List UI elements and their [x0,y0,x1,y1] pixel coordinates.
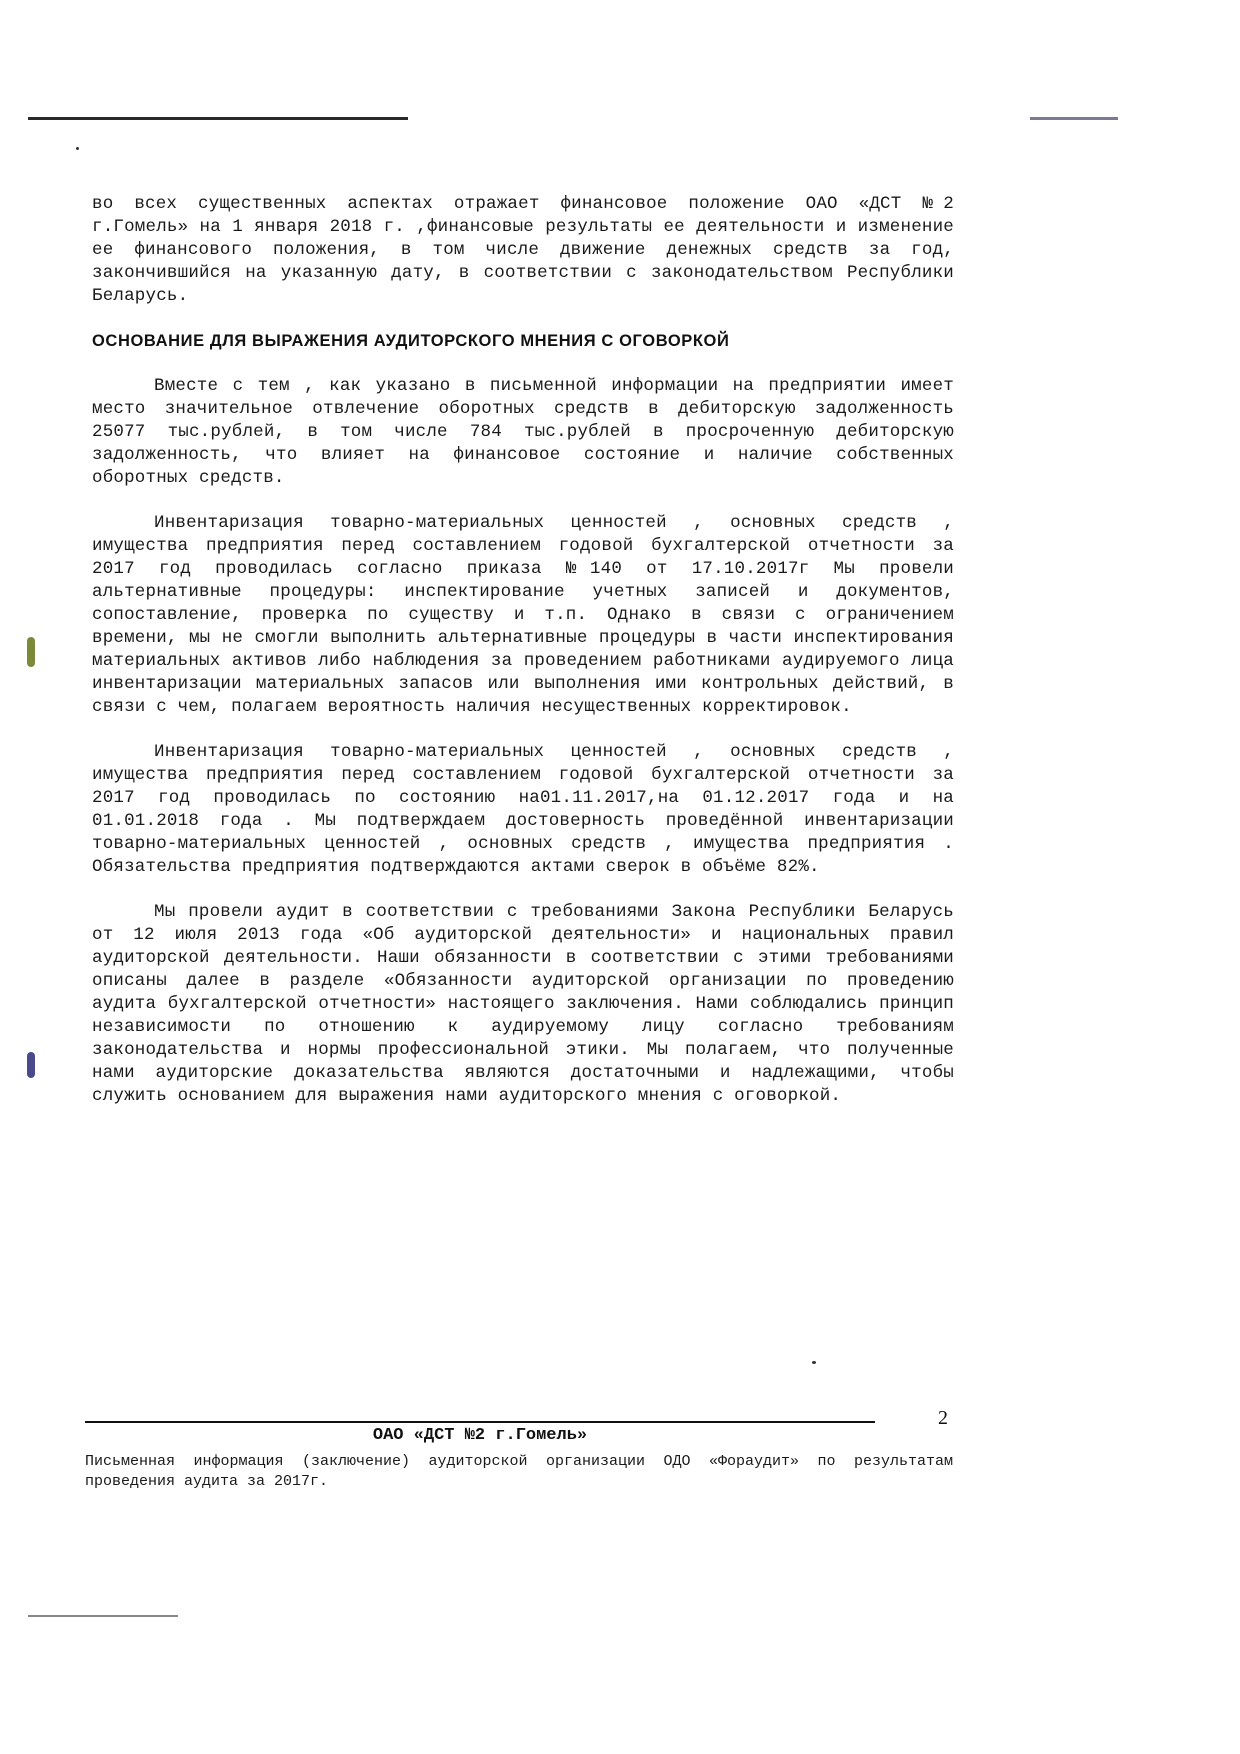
intro-paragraph: во всех существенных аспектах отражает финансовое положение ОАО «ДСТ №2 г.Гомель» на 1 января 2018 г. ,финансовые результаты ее деятельности и изменение ее финансового положения, в том числе движение денежных средств за год, закончившийся на указанную дату, в соответствии с законодательством Республики Беларусь. [92,194,954,306]
document-body [92,193,954,1108]
footer-caption: Письменная информация (заключение) аудиторской организации ОДО «Фораудит» по результатам проведения аудита за 2017г. [85,1453,953,1490]
scan-edge-line-top-right [1030,117,1118,120]
footer-organization: ОАО «ДСТ №2 г.Гомель» [372,1426,588,1445]
paragraph-inventory-order: Инвентаризация товарно-материальных ценностей , основных средств , имущества предприятия перед составлением годовой бухгалтерской отчетности за 2017 год проводилась согласно приказа №140 от 17.10.2017г Мы провели альтернативные процедуры: инспектирование учетных записей и документов, сопоставление, проверка по существу и т.п. Однако в связи с ограничением времени, мы не смогли выполнить альтернативные процедуры в части инспектирования материальных активов либо наблюдения за проведением работниками аудируемого лица инвентаризации материальных запасов или выполнения ими контрольных действий, в связи с чем, полагаем вероятность наличия несущественных корректировок. [92,513,954,717]
paragraph-inventory-dates: Инвентаризация товарно-материальных ценностей , основных средств , имущества предприятия перед составлением годовой бухгалтерской отчетности за 2017 год проводилась по состоянию на01.11.2017,на 01.12.2017 года и на 01.01.2018 года . Мы подтверждаем достоверность проведённой инвентаризации товарно-материальных ценностей , основных средств , имущества предприятия . Обязательства предприятия подтверждаются актами сверок в объёме 82%. [92,742,954,877]
binding-hole-mark-upper [27,637,35,667]
scan-speck [812,1361,816,1364]
paragraph-receivables: Вместе с тем , как указано в письменной информации на предприятии имеет место значительное отвлечение оборотных средств в дебиторскую задолженность 25077 тыс.рублей, в том числе 784 тыс.рублей в просроченную дебиторскую задолженность, что влияет на финансовое состояние и наличие собственных оборотных средств. [92,376,954,488]
scan-speck [76,147,79,150]
footer-rule [85,1421,875,1423]
page-number: 2 [938,1407,948,1429]
binding-hole-mark-lower [27,1052,35,1078]
scan-edge-line-bottom-left [28,1615,178,1617]
section-heading: ОСНОВАНИЕ ДЛЯ ВЫРАЖЕНИЯ АУДИТОРСКОГО МНЕНИЯ С ОГОВОРКОЙ [92,332,730,350]
paragraph-audit-standards: Мы провели аудит в соответствии с требованиями Закона Республики Беларусь от 12 июля 2013 года «Об аудиторской деятельности» и национальных правил аудиторской деятельности. Наши обязанности в соответствии с этими требованиями описаны далее в разделе «Обязанности аудиторской организации по проведению аудита бухгалтерской отчетности» настоящего заключения. Нами соблюдались принцип независимости по отношению к аудируемому лицу согласно требованиям законодательства и нормы профессиональной этики. Мы полагаем, что полученные нами аудиторские доказательства являются достаточными и надлежащими, чтобы служить основанием для выражения нами аудиторского мнения с оговоркой. [92,902,954,1106]
scan-edge-line-top-left [28,117,408,120]
